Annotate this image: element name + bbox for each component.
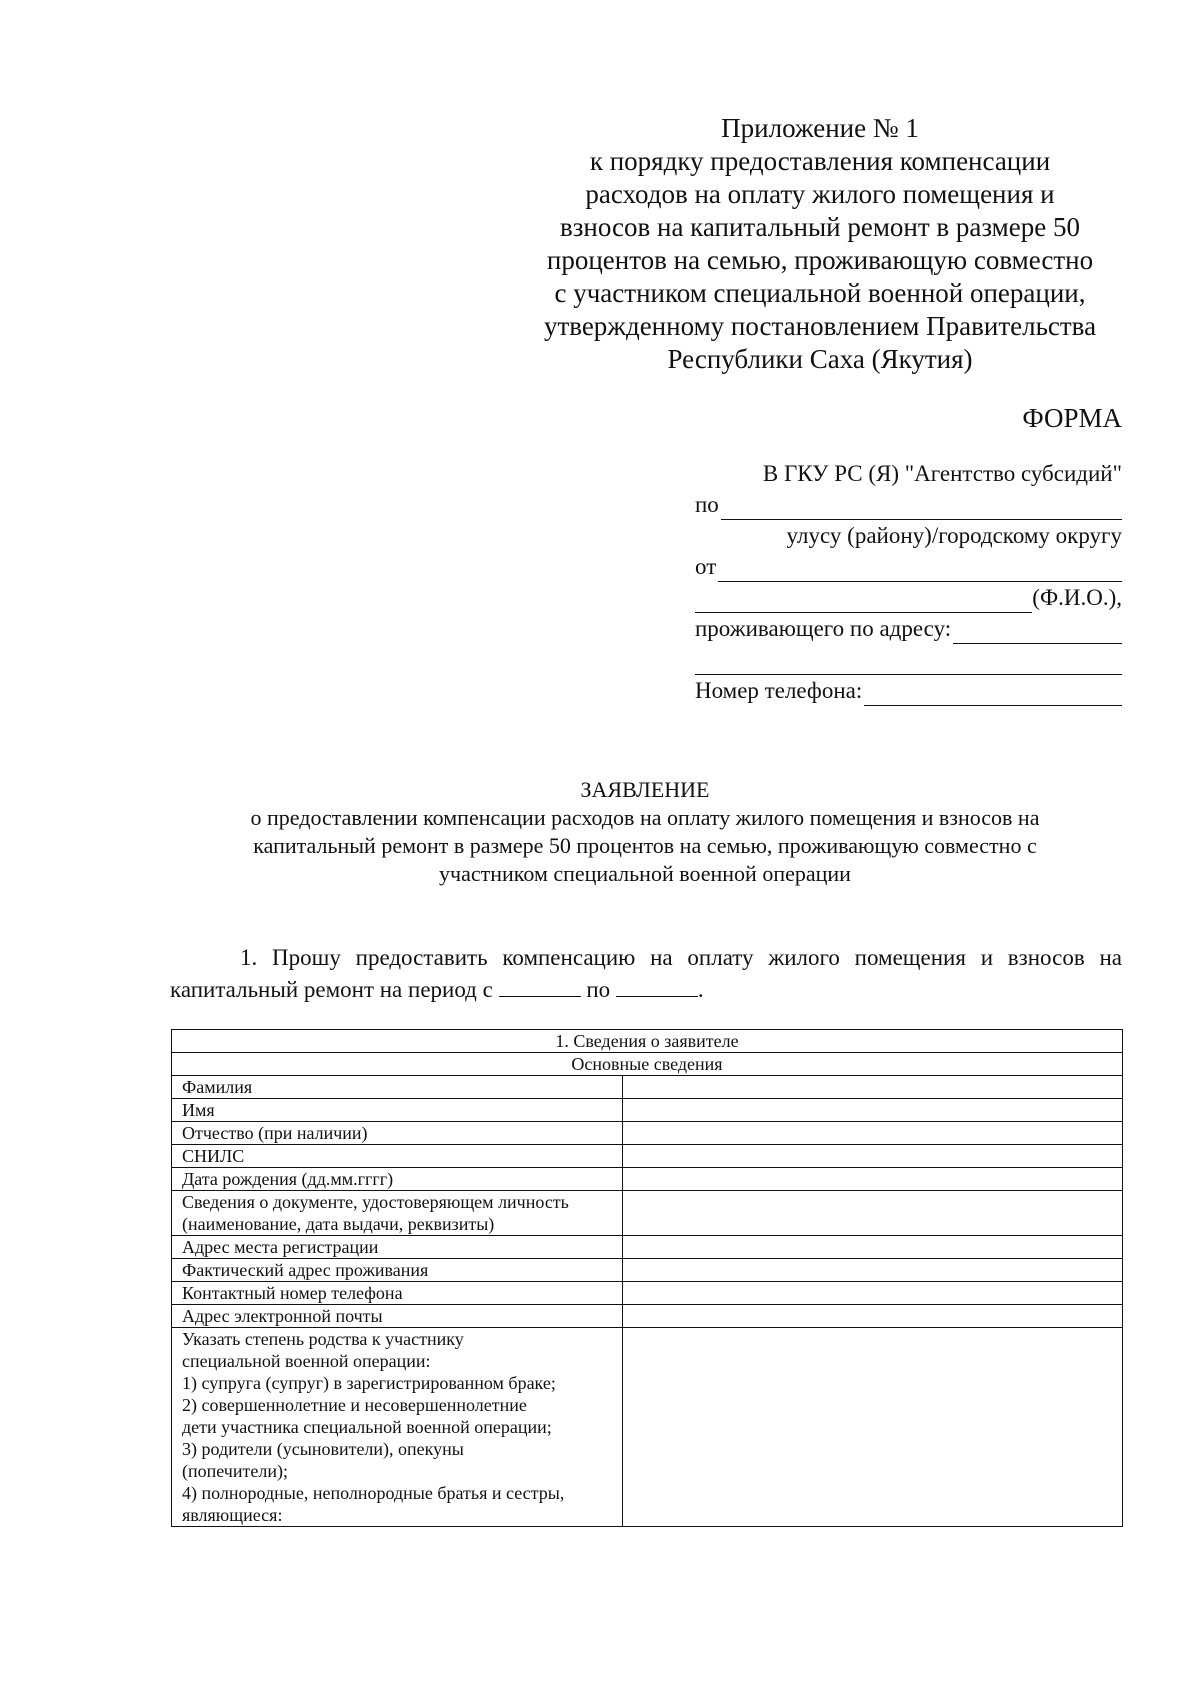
residence-field-row [695, 613, 1122, 644]
fio-field-row [695, 582, 1122, 613]
row-label: Дата рождения (дд.мм.гггг) [172, 1168, 623, 1191]
period-end-field[interactable] [616, 978, 698, 997]
table-row [172, 1282, 1123, 1305]
request-paragraph [170, 942, 1122, 1006]
district-caption: улусу (району)/городскому округу [786, 523, 1122, 548]
row-label: Имя [172, 1099, 623, 1122]
annex-line: Республики Саха (Якутия) [667, 344, 973, 374]
kinship-line: Указать степень родства к участнику [182, 1329, 464, 1349]
kinship-label [172, 1328, 623, 1527]
email-value-cell[interactable] [623, 1305, 1123, 1328]
fio-label: (Ф.И.О.), [1032, 585, 1122, 610]
kinship-value-cell[interactable] [623, 1328, 1123, 1527]
row-label: Фактический адрес проживания [172, 1259, 623, 1282]
phone-field[interactable] [864, 683, 1122, 706]
row-label: Отчество (при наличии) [172, 1122, 623, 1145]
actual-address-value-cell[interactable] [623, 1259, 1123, 1282]
applicant-info-table [171, 1029, 1123, 1527]
annex-line: процентов на семью, проживающую совместно [546, 245, 1094, 275]
form-label: ФОРМА [1022, 403, 1122, 433]
kinship-line: 2) совершеннолетние и несовершеннолетние [182, 1395, 527, 1415]
statement-line: о предоставлении компенсации расходов на оплату жилого помещения и взносов на [250, 805, 1040, 830]
table-row [172, 1099, 1123, 1122]
annex-line: расходов на оплату жилого помещения и [585, 179, 1055, 209]
surname-value-cell[interactable] [623, 1076, 1123, 1099]
kinship-line: (попечители); [182, 1461, 288, 1481]
recipient-line: В ГКУ РС (Я) "Агентство субсидий" [762, 461, 1122, 486]
subsection-title: Основные сведения [172, 1053, 1123, 1076]
kinship-line: 4) полнородные, неполнородные братья и сестры, [182, 1483, 565, 1503]
residence-field-row-2 [695, 644, 1122, 675]
residing-label: проживающего по адресу: [695, 616, 952, 641]
birthdate-value-cell[interactable] [623, 1168, 1123, 1191]
phone-field-row [695, 675, 1122, 706]
table-row [172, 1305, 1123, 1328]
kinship-line: являющиеся: [182, 1505, 283, 1525]
po-label: по [695, 492, 719, 517]
statement-title: ЗАЯВЛЕНИЕ [580, 777, 710, 802]
table-row [172, 1236, 1123, 1259]
ot-label: от [695, 554, 717, 579]
statement-line: капитальный ремонт в размере 50 процентов на семью, проживающую совместно с [253, 833, 1037, 858]
residence-field[interactable] [953, 621, 1122, 644]
kinship-line: 1) супруга (супруг) в зарегистрированном браке; [182, 1373, 556, 1393]
table-row [172, 1145, 1123, 1168]
period-to-label: по [586, 977, 611, 1002]
row-label: Фамилия [172, 1076, 623, 1099]
row-label: Контактный номер телефона [172, 1282, 623, 1305]
table-row [172, 1191, 1123, 1236]
table-row [172, 1259, 1123, 1282]
district-field[interactable] [721, 497, 1122, 520]
patronymic-value-cell[interactable] [623, 1122, 1123, 1145]
row-label: Сведения о документе, удостоверяющем личность (наименование, дата выдачи, реквизиты) [172, 1191, 623, 1236]
table-section-row [172, 1030, 1123, 1053]
statement-heading [170, 776, 1120, 888]
period-start-field[interactable] [499, 978, 581, 997]
period-end-dot: . [697, 977, 704, 1002]
district-field-row [695, 489, 1122, 520]
phone-label: Номер телефона: [695, 678, 863, 703]
table-row [172, 1122, 1123, 1145]
kinship-line: 3) родители (усыновители), опекуны [182, 1439, 464, 1459]
phone-value-cell[interactable] [623, 1282, 1123, 1305]
kinship-line: специальной военной операции: [182, 1351, 431, 1371]
name-value-cell[interactable] [623, 1099, 1123, 1122]
address-block [695, 458, 1122, 706]
id-document-value-cell[interactable] [623, 1191, 1123, 1236]
statement-line: участником специальной военной операции [439, 861, 851, 886]
registration-address-value-cell[interactable] [623, 1236, 1123, 1259]
annex-line: взносов на капитальный ремонт в размере 50 [559, 212, 1080, 242]
section-title: 1. Сведения о заявителе [172, 1030, 1123, 1053]
fio-field[interactable] [695, 590, 1032, 613]
kinship-line: дети участника специальной военной операции; [182, 1417, 552, 1437]
residence-field-continued[interactable] [695, 652, 1122, 675]
annex-line: к порядку предоставления компенсации [589, 146, 1051, 176]
request-text: 1. Прошу предоставить компенсацию на оплату жилого помещения и взносов на капитальный ремонт на период с [170, 945, 1122, 1002]
annex-line: Приложение № 1 [721, 113, 919, 143]
table-row [172, 1076, 1123, 1099]
snils-value-cell[interactable] [623, 1145, 1123, 1168]
from-field[interactable] [718, 559, 1122, 582]
table-row [172, 1168, 1123, 1191]
table-subsection-row [172, 1053, 1123, 1076]
annex-line: с участником специальной военной операции, [554, 278, 1086, 308]
table-row [172, 1328, 1123, 1527]
annex-header [520, 112, 1120, 376]
row-label: Адрес электронной почты [172, 1305, 623, 1328]
row-label: Адрес места регистрации [172, 1236, 623, 1259]
annex-line: утвержденному постановлением Правительства [543, 311, 1097, 341]
from-field-row [695, 551, 1122, 582]
row-label: СНИЛС [172, 1145, 623, 1168]
